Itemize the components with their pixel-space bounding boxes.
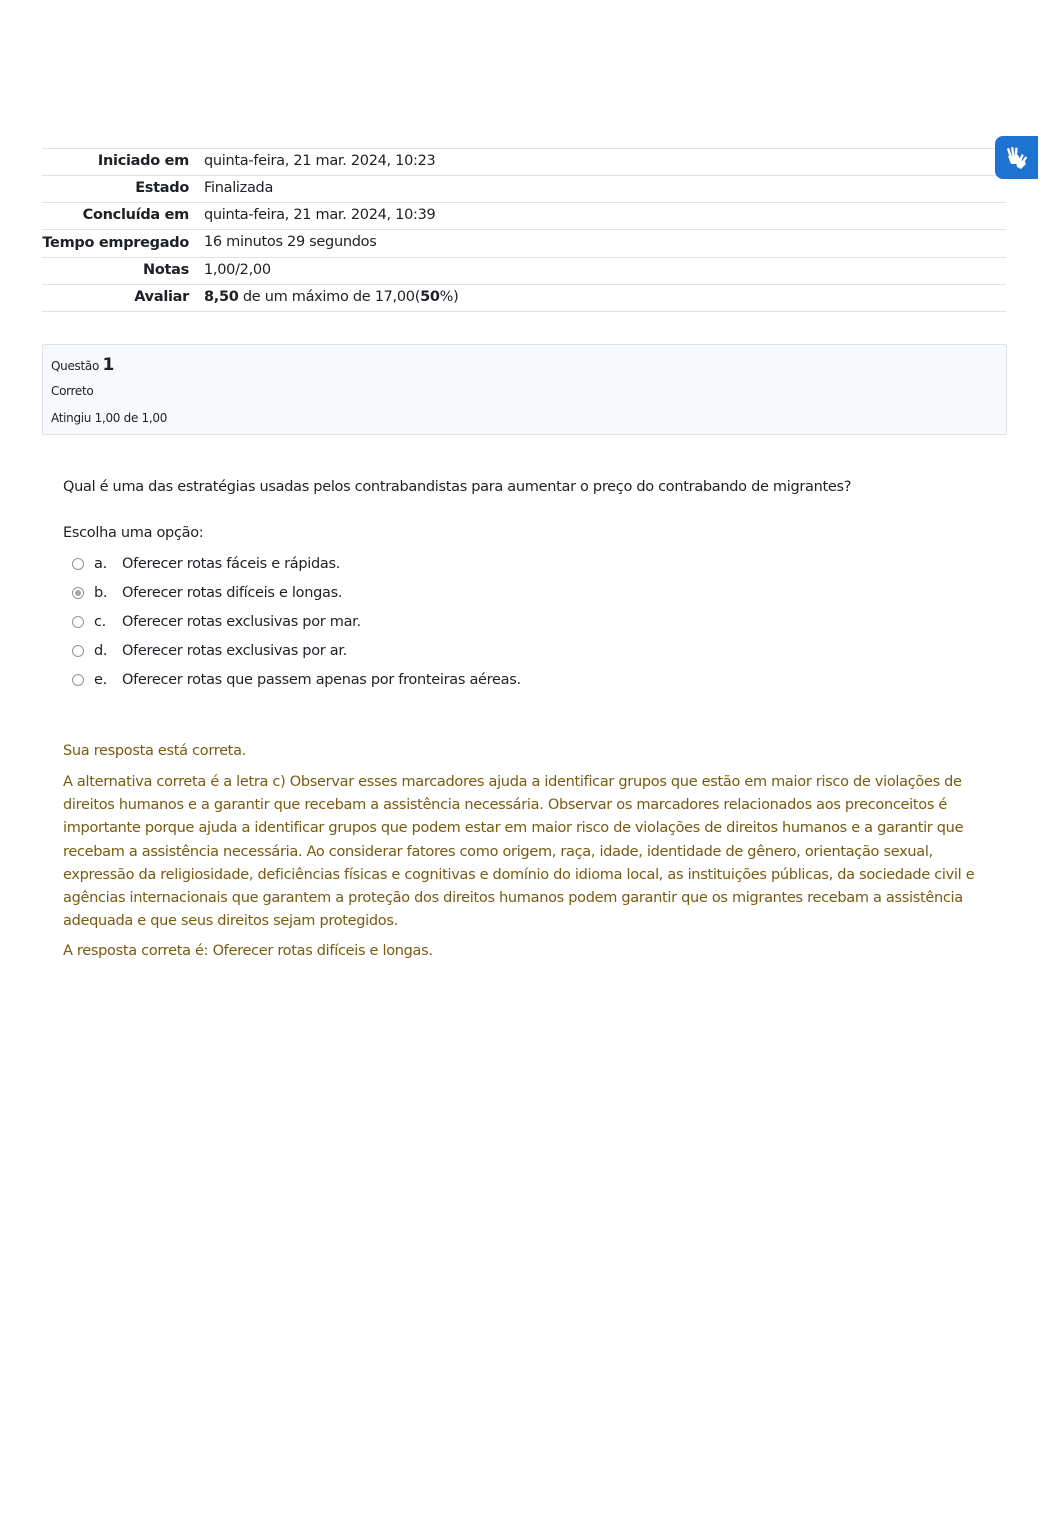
summary-row-started xyxy=(42,149,1006,176)
answer-option-a[interactable] xyxy=(70,549,521,578)
summary-label: Estado xyxy=(135,180,189,196)
option-text: Oferecer rotas difíceis e longas. xyxy=(122,584,343,601)
option-text: Oferecer rotas fáceis e rápidas. xyxy=(122,555,341,572)
grade-text-end: %) xyxy=(439,289,459,305)
question-feedback xyxy=(63,740,988,962)
option-letter: b. xyxy=(94,584,108,601)
answer-prompt: Escolha uma opção: xyxy=(63,525,204,541)
summary-row-grade xyxy=(42,285,1006,312)
option-letter: a. xyxy=(94,555,107,572)
question-info-box xyxy=(42,344,1007,435)
question-text: Qual é uma das estratégias usadas pelos contrabandistas para aumentar o preço do contrabando de migrantes? xyxy=(63,479,852,495)
summary-row-time-taken xyxy=(42,230,1006,258)
option-letter: e. xyxy=(94,671,107,688)
summary-label: Avaliar xyxy=(134,289,189,305)
summary-label: Tempo empregado xyxy=(42,235,189,251)
question-grade: Atingiu 1,00 de 1,00 xyxy=(51,411,168,425)
vlibras-accessibility-button[interactable] xyxy=(995,136,1038,179)
grade-text-mid: de um máximo de 17,00( xyxy=(238,289,421,305)
question-number-value: 1 xyxy=(102,355,115,375)
answer-option-c[interactable] xyxy=(70,607,521,636)
radio-button[interactable] xyxy=(72,616,84,628)
radio-button[interactable] xyxy=(72,645,84,657)
option-letter: d. xyxy=(94,642,108,659)
summary-value: quinta-feira, 21 mar. 2024, 10:39 xyxy=(204,207,436,223)
question-state: Correto xyxy=(51,384,94,398)
answer-options xyxy=(70,549,521,694)
summary-row-state xyxy=(42,176,1006,203)
summary-value: Finalizada xyxy=(204,180,274,196)
grade-score: 8,50 xyxy=(204,289,239,305)
summary-label: Iniciado em xyxy=(97,153,189,169)
question-number xyxy=(51,353,998,378)
summary-label: Notas xyxy=(143,262,189,278)
radio-button[interactable] xyxy=(72,558,84,570)
right-answer: A resposta correta é: Oferecer rotas difíceis e longas. xyxy=(63,943,433,960)
summary-value xyxy=(197,285,1006,312)
answer-option-b[interactable] xyxy=(70,578,521,607)
quiz-summary-table xyxy=(42,148,1006,312)
grade-percent: 50 xyxy=(420,289,440,305)
summary-value: 16 minutos 29 segundos xyxy=(204,234,377,250)
option-text: Oferecer rotas que passem apenas por fronteiras aéreas. xyxy=(122,671,521,688)
summary-row-marks xyxy=(42,258,1006,285)
question-number-label: Questão xyxy=(51,359,103,373)
summary-row-completed xyxy=(42,203,1006,230)
option-letter: c. xyxy=(94,613,106,630)
sign-language-hands-icon xyxy=(1004,145,1030,171)
option-text: Oferecer rotas exclusivas por mar. xyxy=(122,613,361,630)
option-text: Oferecer rotas exclusivas por ar. xyxy=(122,642,347,659)
general-feedback: A alternativa correta é a letra c) Observar esses marcadores ajuda a identificar grupos que estão em maior risco de violações de direitos humanos e a garantir que recebam a assistência necessária. Observar os marcadores relacionados aos preconceitos é importante porque ajuda a identificar grupos que podem estar em maior risco de violações de direitos humanos e a garantir que recebam a assistência necessária. Ao considerar fatores como origem, raça, idade, identidade de gênero, orientação sexual, expressão da religiosidade, deficiências físicas e cognitivas e domínio do idioma local, as instituições públicas, da sociedade civil e agências internacionais que garantem a proteção dos direitos humanos podem garantir que os migrantes recebam a assistência adequada e que seus direitos sejam protegidos. xyxy=(63,774,975,930)
answer-option-d[interactable] xyxy=(70,636,521,665)
radio-button[interactable] xyxy=(72,587,84,599)
radio-button[interactable] xyxy=(72,674,84,686)
summary-label: Concluída em xyxy=(82,207,189,223)
radio-dot xyxy=(75,590,81,596)
summary-value: quinta-feira, 21 mar. 2024, 10:23 xyxy=(204,153,436,169)
specific-feedback: Sua resposta está correta. xyxy=(63,743,246,759)
answer-option-e[interactable] xyxy=(70,665,521,694)
summary-value: 1,00/2,00 xyxy=(204,262,271,278)
